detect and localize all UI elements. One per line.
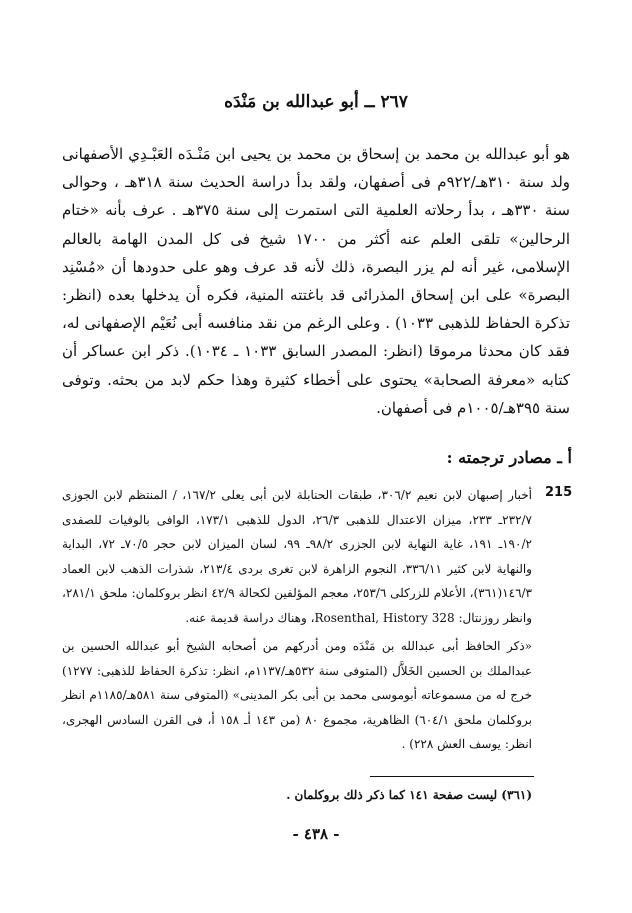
margin-page-reference: 215 (545, 485, 573, 500)
sources-paragraph-2: «ذكر الحافظ أبى عبدالله بن مَنْدَه ومن أدركهم من أصحابه الشيخ أبو عبدالله الحسين بن عبدالملك بن الحسين الخَلاَّل (المتوفى سنة ٥٣٢هـ/١١٣٧م، انظر: تذكرة الحفاظ للذهبى: ١٢٧٧) خرج له من مسموعاته أبوموسى محمد بن أبى بكر المدينى» (المتوفى سنة ٥٨١هـ/١١٨٥م انظر بروكلمان ملحق ٦٠٤/١) الظاهرية، مجموع ٨٠ (من ١٤٣ أـ ١٥٨ أ، فى القرن السادس الهجرى، انظر: يوسف العش ٢٢٨) . (62, 639, 532, 751)
entry-title: ٢٦٧ ــ أبو عبدالله بن مَنْدَه (224, 92, 408, 112)
footnote-divider (370, 776, 534, 777)
sources-heading: أ ـ مصادر ترجمته : (446, 448, 572, 467)
footnote: (٣٦١) ليست صفحة ١٤١ كما ذكر ذلك بروكلمان . (286, 788, 532, 802)
sources-paragraph-1: أخبار إصبهان لابن نعيم ٣٠٦/٢، طبقات الحنابلة لابن أبى يعلى ١٦٧/٢، / المنتظم لابن الجوزى ٢٣٢/٧ـ ٢٣٣، ميزان الاعتدال للذهبى ٢٦/٣، الدول للذهبى ١٧٣/١، الوافى بالوفيات للصفدى ١٩٠/٢ـ ١٩١، غاية النهاية لابن الجزرى ٩٨/٢ـ ٩٩، لسان الميزان لابن حجر ٧٠/٥ـ ٧٢، البداية والنهاية لابن كثير ٣٣٦/١١، النجوم الزاهرة لابن تغرى بردى ٢١٣/٤، شذرات الذهب لابن العماد ١٤٦/٣(٣٦١)، الأعلام للزركلى ٢٥٣/٦، معجم المؤلفين لكحالة ٤٢/٩ انظر بروكلمان: ملحق ٢٨١/١، وانظر روزنتال: Rosenthal, History 328، وهناك دراسة قديمة عنه. (62, 488, 533, 625)
biography-paragraph-1: هو أبو عبدالله بن محمد بن إسحاق بن محمد بن يحيى ابن مَنْـدَه العَبْـدِي الأصفهانى ولد سنة ٣١٠هـ/٩٢٢م فى أصفهان، ولقد بدأ دراسة الحديث سنة ٣١٨هـ ، وحوالى سنة ٣٣٠هـ ، بدأ رحلاته العلمية التى استمرت إلى سنة ٣٧٥هـ . عرف بأنه «ختام الرحالين» تلقى العلم عنه أكثر من ١٧٠٠ شيخ فى كل المدن الهامة بالعالم الإسلامى، غير أنه لم يزر البصرة، ذلك لأنه قد عرف وهو على حدودها أن «مُسْنِد البصرة» على ابن إسحاق المذرائى قد باغتته المنية، فكره أن يدخلها بعده (انظر: تذكرة الحفاظ للذهبى ١٠٣٣) . وعلى الرغم من نقد منافسه أبى نُعَيْم الإصفهانى له، فقد كان محدثا مرموقا (انظر: المصدر السابق ١٠٣٣ ـ ١٠٣٤). (62, 145, 571, 361)
sources-block (62, 483, 532, 757)
biography-text (62, 140, 570, 422)
biography-paragraph-2: ذكر ابن عساكر أن كتابه «معرفة الصحابة» يحتوى على أخطاء كثيرة وهذا حكم لابد من بحثه. وتوفى سنة ٣٩٥هـ/١٠٠٥م فى أصفهان. (62, 342, 570, 417)
page-number: - ٤٣٨ - (292, 825, 340, 843)
